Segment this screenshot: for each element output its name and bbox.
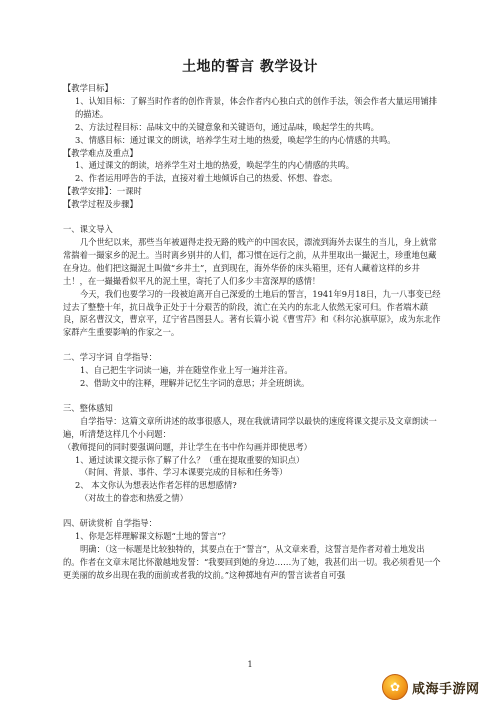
section-3-answer: （对故土的眷恋和热爱之情） [80,493,188,504]
section-3-question: 2、 本文你认为想表达作者怎样的思想感情? [75,480,237,491]
section-4-paragraph: 明确：（这一标题是比较独特的，其要点在于“誓言”，从文章来看，这誓言是作者对着土地发出的。作者在文章末尾比怀激越地发誓：“我要回到她的身边……为了她，我甚们出一切。我必须看见一个更美丽的故乡出现在我的面前或者我的坟前。”这种掷地有声的誓言读者自可强 [63,544,441,580]
schedule-line: 【教学安排】：一课时 [63,186,142,197]
section-3-answer: （时间、背景、事件、学习本课要完成的目标和任务等） [80,467,288,478]
key-point-item: 2、作者运用呼告的手法，直接对着土地倾诉自己的热爱、怀想、眷恋。 [75,173,338,184]
section-2-heading: 二、学习字词 自学指导： [63,352,157,363]
page-number: 1 [247,660,253,669]
section-4-question: 1、你是怎样理解课文标题“土地的誓言”？ [75,531,230,542]
site-watermark [382,672,492,702]
section-3-heading: 三、整体感知 [63,402,113,413]
section-3-question: 1、通过读课文提示你了解了什么？（重在提取重要的知识点） [75,454,305,465]
section-3-note: （教师提问的同时要强调问题，并让学生在书中作勾画并即使思考） [63,441,312,452]
section-2-item: 2、借助文中的注释，理解并记忆生字词的意思；并全班朗读。 [80,378,310,389]
key-points-heading: 【教学难点及重点】 [63,147,138,158]
goal-item: 3、情感目标：通过课文的朗读，培养学生对土地的热爱，唤起学生的内心情感的共鸣。 [75,134,396,145]
goal-item: 1、认知目标：了解当时作者的创作背景，体会作者内心独白式的创作手法，领会作者大量运用铺排的描述。 [75,95,438,119]
document-body [63,82,441,582]
process-heading: 【教学过程及步骤】 [63,199,138,210]
watermark-logo-icon: ✿ [382,674,408,700]
document-title: 土地的誓言 教学设计 [182,59,318,75]
watermark-text: 咸海手游网 [412,681,480,697]
section-1-paragraph: 今天，我们也要学习的一段被迫离开自己深爱的土地后的誓言，1941年9月18日，九一八事变已经过去了整整十年，抗日战争正处于十分艰苦的阶段，流亡在关内的东北人依然无家可归。作者端木蕻良，原名曹汉文，曹京平，辽宁省昌图县人。著有长篇小说《曹雪芹》和《科尔沁旗草原》，成为东北作家群产生重要影响的作家之一。 [63,288,441,338]
section-1-heading: 一、课文导入 [63,224,113,235]
key-point-item: 1、通过课文的朗读，培养学生对土地的热爱，唤起学生的内心情感的共鸣。 [75,160,355,171]
goal-item: 2、方法过程目标：品味文中的关键意象和关键语句，通过品味，唤起学生的共鸣。 [75,121,379,132]
section-1-paragraph: 几个世纪以来，那些当年被逼得走投无路的贱产的中国农民，漂流到海外去谋生的当儿，身上就常常揣着一撮家乡的泥土。当时离乡别井的人们，都习惯在远行之前，从井里取出一撮泥土，珍重地包藏在身边。他们把这撮泥土叫做“乡井土”，直到现在，海外华侨的床头箱里，还有人藏着这样的乡井土！，在一撮撮看似平凡的泥土里，寄托了人们多少丰富深厚的感情！ [63,236,437,286]
goals-heading: 【教学目标】 [63,83,113,93]
section-4-heading: 四、研读赏析 自学指导： [63,518,157,529]
section-2-item: 1、自己把生字词读一遍，并在随堂作业上写一遍并注音。 [80,365,293,376]
section-3-guide: 自学指导：这篇文章所讲述的故事很感人，现在我就请同学以最快的速度将课文提示及文章朗读一遍，听清楚这样几个小问题： [63,415,437,439]
